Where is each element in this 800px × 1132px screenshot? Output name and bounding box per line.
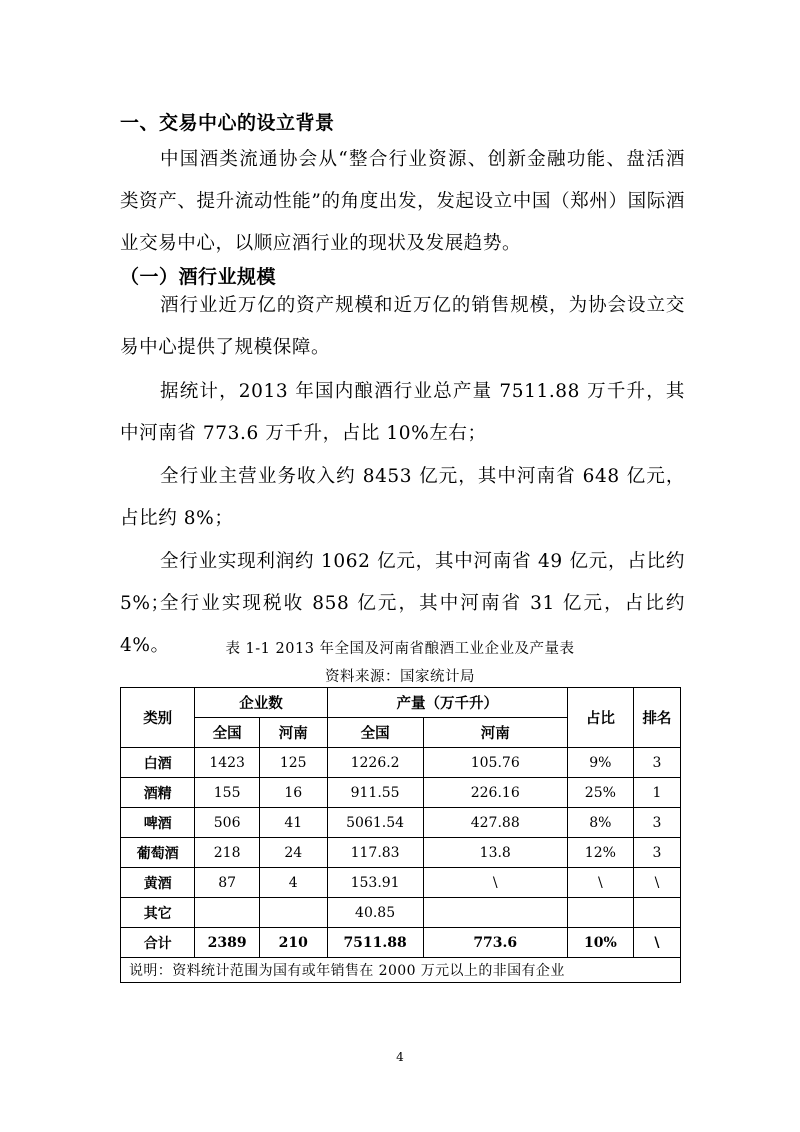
table-row (121, 778, 681, 808)
cell-out-national: 117.83 (327, 838, 423, 868)
cell-out-national: 911.55 (327, 778, 423, 808)
subheader-ent-henan: 河南 (259, 718, 327, 748)
cell-out-national: 40.85 (327, 898, 423, 928)
header-share: 占比 (567, 688, 633, 748)
table-row (121, 838, 681, 868)
paragraph-revenue: 全行业主营业务收入约 8453 亿元，其中河南省 648 亿元，占比约 8%； (120, 466, 685, 529)
subsection-heading: （一）酒行业规模 (120, 266, 277, 288)
paragraph-tax: 全行业实现税收 858 亿元，其中河南省 31 亿元，占比约 4%。 (120, 593, 685, 656)
cell-category: 啤酒 (121, 808, 195, 838)
cell-ent-national: 218 (195, 838, 259, 868)
table-note: 说明：资料统计范围为国有或年销售在 2000 万元以上的非国有企业 (121, 958, 681, 983)
table-caption: 表 1-1 2013 年全国及河南省酿酒工业企业及产量表 (225, 641, 575, 657)
table-row (121, 808, 681, 838)
cell-rank: 3 (633, 808, 680, 838)
paragraph-profit: 全行业实现利润约 1062 亿元，其中河南省 49 亿元，占比约 5%； (120, 551, 685, 614)
header-rank: 排名 (633, 688, 680, 748)
paragraph-output: 据统计，2013 年国内酿酒行业总产量 7511.88 万千升，其中河南省 773.6 万千升，占比 10%左右； (120, 381, 685, 444)
cell-ent-henan (259, 898, 327, 928)
cell-ent-national: 155 (195, 778, 259, 808)
table-row (121, 868, 681, 898)
total-rank: \ (633, 928, 680, 958)
cell-share (567, 898, 633, 928)
cell-share: 8% (567, 808, 633, 838)
cell-rank (633, 898, 680, 928)
cell-ent-henan: 24 (259, 838, 327, 868)
cell-ent-national: 1423 (195, 748, 259, 778)
header-enterprises: 企业数 (195, 688, 327, 718)
subheader-out-henan: 河南 (423, 718, 567, 748)
table-header-row (121, 688, 681, 718)
header-category: 类别 (121, 688, 195, 748)
cell-out-henan (423, 898, 567, 928)
cell-ent-henan: 16 (259, 778, 327, 808)
cell-rank: \ (633, 868, 680, 898)
cell-ent-national: 506 (195, 808, 259, 838)
cell-out-national: 1226.2 (327, 748, 423, 778)
cell-out-henan: 105.76 (423, 748, 567, 778)
total-ent-henan: 210 (259, 928, 327, 958)
subheader-out-national: 全国 (327, 718, 423, 748)
total-category: 合计 (121, 928, 195, 958)
intro-paragraph: 中国酒类流通协会从“整合行业资源、创新金融功能、盘活酒类资产、提升流动性能”的角度出发，发起设立中国（郑州）国际酒业交易中心，以顺应酒行业的现状及发展趋势。 (120, 149, 685, 254)
table-note-row (121, 958, 681, 983)
cell-share: \ (567, 868, 633, 898)
paragraph-scale: 酒行业近万亿的资产规模和近万亿的销售规模，为协会设立交易中心提供了规模保障。 (120, 295, 685, 358)
table-total-row (121, 928, 681, 958)
table-source: 资料来源：国家统计局 (325, 669, 475, 685)
cell-ent-henan: 125 (259, 748, 327, 778)
cell-ent-national (195, 898, 259, 928)
cell-share: 9% (567, 748, 633, 778)
cell-category: 白酒 (121, 748, 195, 778)
cell-category: 其它 (121, 898, 195, 928)
cell-ent-henan: 41 (259, 808, 327, 838)
header-output: 产量（万千升） (327, 688, 567, 718)
cell-rank: 3 (633, 838, 680, 868)
total-share: 10% (567, 928, 633, 958)
cell-out-national: 5061.54 (327, 808, 423, 838)
cell-category: 黄酒 (121, 868, 195, 898)
cell-share: 25% (567, 778, 633, 808)
total-out-henan: 773.6 (423, 928, 567, 958)
cell-category: 葡萄酒 (121, 838, 195, 868)
cell-rank: 1 (633, 778, 680, 808)
subheader-ent-national: 全国 (195, 718, 259, 748)
cell-out-national: 153.91 (327, 868, 423, 898)
cell-ent-national: 87 (195, 868, 259, 898)
table-row (121, 748, 681, 778)
cell-rank: 3 (633, 748, 680, 778)
cell-out-henan: 427.88 (423, 808, 567, 838)
cell-out-henan: 13.8 (423, 838, 567, 868)
production-table (120, 687, 681, 983)
total-out-national: 7511.88 (327, 928, 423, 958)
table-row (121, 898, 681, 928)
cell-ent-henan: 4 (259, 868, 327, 898)
cell-out-henan: \ (423, 868, 567, 898)
total-ent-national: 2389 (195, 928, 259, 958)
cell-share: 12% (567, 838, 633, 868)
section-heading: 一、交易中心的设立背景 (120, 112, 335, 134)
page-number: 4 (396, 1050, 404, 1064)
cell-category: 酒精 (121, 778, 195, 808)
cell-out-henan: 226.16 (423, 778, 567, 808)
